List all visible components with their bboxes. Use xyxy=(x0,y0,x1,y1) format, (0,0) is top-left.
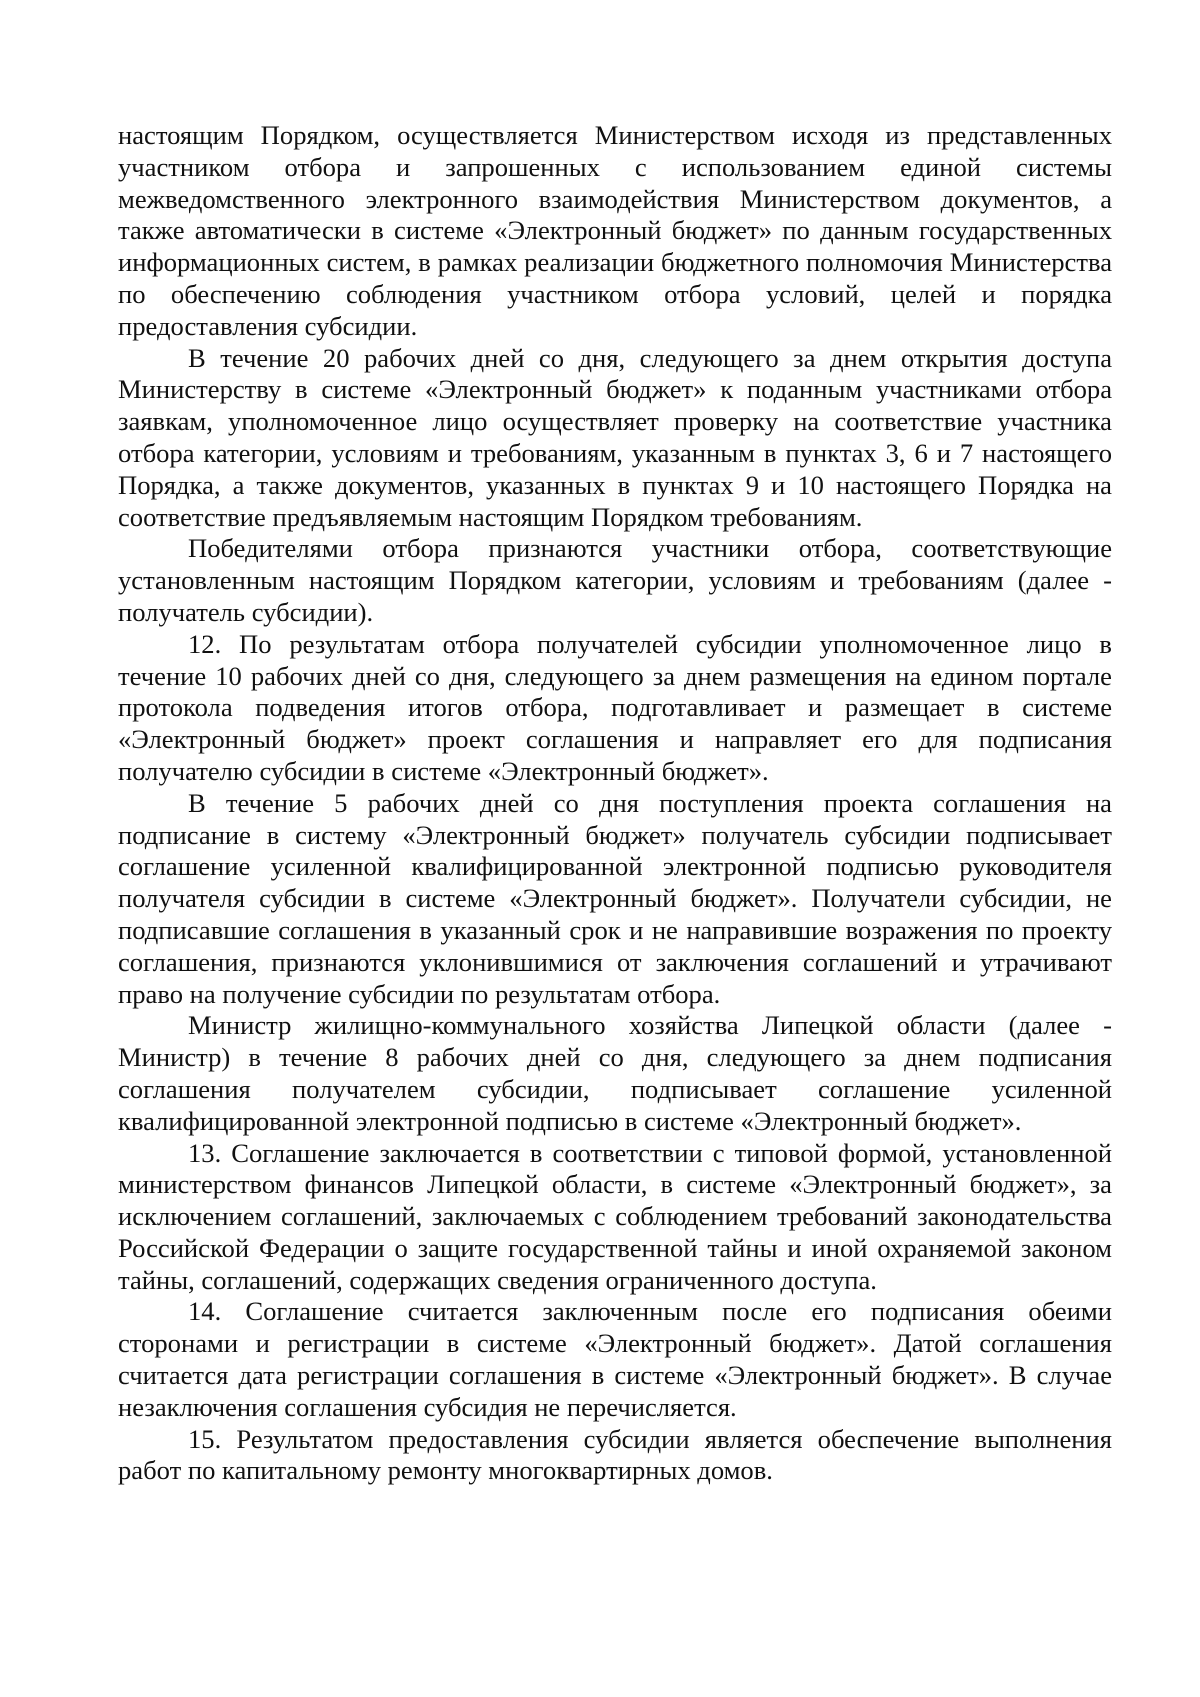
paragraph-item-13: 13. Соглашение заключается в соответствии с типовой формой, установленной министерством финансов Липецкой области, в системе «Электронный бюджет», за исключением соглашений, заключаемых с соблюдением требований законодательства Российской Федерации о защите государственной тайны и иной охраняемой законом тайны, соглашений, содержащих сведения ограниченного доступа. xyxy=(118,1137,1112,1295)
paragraph-item-15: 15. Результатом предоставления субсидии является обеспечение выполнения работ по капитальному ремонту многоквартирных домов. xyxy=(118,1423,1112,1486)
paragraph-signing-by-recipient: В течение 5 рабочих дней со дня поступления проекта соглашения на подписание в систему «Электронный бюджет» получатель субсидии подписывает соглашение усиленной квалифицированной электронной подписью руководителя получателя субсидии в системе «Электронный бюджет». Получатели субсидии, не подписавшие соглашения в указанный срок и не направившие возражения по проекту соглашения, признаются уклонившимися от заключения соглашений и утрачивают право на получение субсидии по результатам отбора. xyxy=(118,787,1112,1009)
document-body xyxy=(118,120,1112,1487)
paragraph-signing-by-minister: Министр жилищно-коммунального хозяйства Липецкой области (далее - Министр) в течение 8 рабочих дней со дня, следующего за днем подписания соглашения получателем субсидии, подписывает соглашение усиленной квалифицированной электронной подписью в системе «Электронный бюджет». xyxy=(118,1010,1112,1136)
paragraph-winners: Победителями отбора признаются участники отбора, соответствующие установленным настоящим Порядком категории, условиям и требованиям (далее - получатель субсидии). xyxy=(118,533,1112,627)
paragraph-item-14: 14. Соглашение считается заключенным после его подписания обеими сторонами и регистрации в системе «Электронный бюджет». Датой соглашения считается дата регистрации соглашения в системе «Электронный бюджет». В случае незаключения соглашения субсидия не перечисляется. xyxy=(118,1296,1112,1422)
paragraph-review-period: В течение 20 рабочих дней со дня, следующего за днем открытия доступа Министерству в системе «Электронный бюджет» к поданным участниками отбора заявкам, уполномоченное лицо осуществляет проверку на соответствие участника отбора категории, условиям и требованиям, указанным в пунктах 3, 6 и 7 настоящего Порядка, а также документов, указанных в пунктах 9 и 10 настоящего Порядка на соответствие предъявляемым настоящим Порядком требованиям. xyxy=(118,342,1112,532)
paragraph-item-12: 12. По результатам отбора получателей субсидии уполномоченное лицо в течение 10 рабочих дней со дня, следующего за днем размещения на едином портале протокола подведения итогов отбора, подготавливает и размещает в системе «Электронный бюджет» проект соглашения и направляет его для подписания получателю субсидии в системе «Электронный бюджет». xyxy=(118,628,1112,786)
paragraph-continuation: настоящим Порядком, осуществляется Министерством исходя из представленных участником отбора и запрошенных с использованием единой системы межведомственного электронного взаимодействия Министерством документов, а также автоматически в системе «Электронный бюджет» по данным государственных информационных систем, в рамках реализации бюджетного полномочия Министерства по обеспечению соблюдения участником отбора условий, целей и порядка предоставления субсидии. xyxy=(118,120,1112,341)
